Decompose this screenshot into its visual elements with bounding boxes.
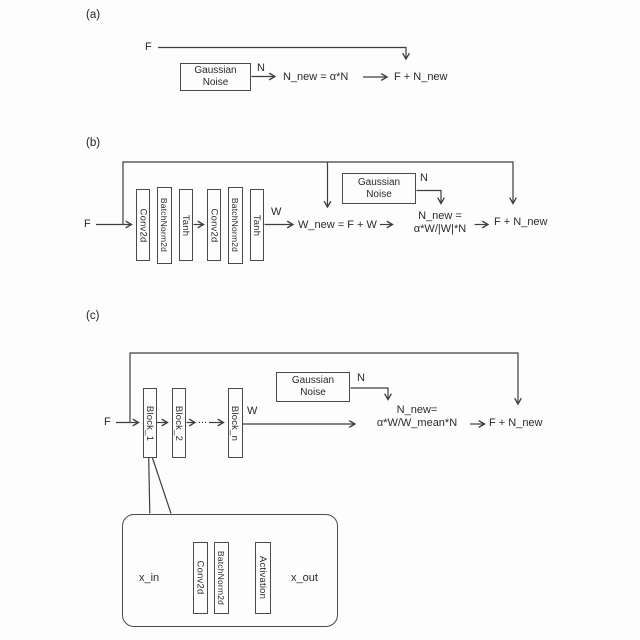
input-f-c: F xyxy=(104,416,111,428)
gaussian-noise-box-b-line2: Noise xyxy=(366,188,392,200)
layer-box-batchnorm-1-b xyxy=(157,187,172,264)
detail-box-activation xyxy=(255,542,271,614)
layer-box-tanh-2-b xyxy=(250,189,265,261)
noise-n-label-b: N xyxy=(420,172,428,184)
noise-n-label-a: N xyxy=(257,62,265,74)
layer-label: BatchNorm2d xyxy=(159,197,170,253)
gaussian-noise-box-c xyxy=(276,372,350,402)
layer-label: Tanh xyxy=(251,214,263,236)
callout-line-right xyxy=(153,458,172,514)
block-box-n-c xyxy=(228,388,243,458)
panel-c-label: (c) xyxy=(86,310,100,322)
block-detail-callout xyxy=(122,514,338,627)
detail-box-conv2d xyxy=(193,542,209,614)
layer-label: BatchNorm2d xyxy=(216,550,227,605)
xout-label: x_out xyxy=(291,571,318,584)
layer-box-conv2d-2-b xyxy=(207,189,222,261)
w-label-c: W xyxy=(247,405,258,417)
equation-nnew-c-line1: N_new= xyxy=(396,403,438,416)
layer-label: Tanh xyxy=(180,214,191,236)
callout-line-left xyxy=(149,458,150,514)
layer-label: BatchNorm2d xyxy=(230,197,241,253)
equation-nnew-c-line2: α*W/W_mean*N xyxy=(376,416,458,429)
output-a: F + N_new xyxy=(394,71,448,83)
gaussian-noise-box-c-line2: Noise xyxy=(300,387,326,398)
gaussian-noise-box-b xyxy=(342,173,416,204)
block-box-2-c xyxy=(172,388,187,458)
xin-label: x_in xyxy=(139,571,160,584)
equation-wnew-b: W_new = F + W xyxy=(298,218,377,231)
skip-line-a xyxy=(158,48,406,59)
detail-box-batchnorm xyxy=(214,542,229,614)
input-f-a: F xyxy=(145,41,152,53)
equation-nnew-b-line2: α*W/|W|*N xyxy=(413,223,467,235)
gaussian-noise-box-a xyxy=(180,63,251,91)
layer-label: Conv2d xyxy=(137,208,149,242)
w-label-b: W xyxy=(271,206,282,218)
noise-elbow-c xyxy=(351,388,389,399)
gaussian-noise-box-a-line1: Gaussian xyxy=(194,65,237,76)
equation-a: N_new = α*N xyxy=(283,71,349,83)
layer-box-conv2d-1-b xyxy=(136,189,151,261)
panel-b-label: (b) xyxy=(86,137,101,149)
layer-label: Conv2d xyxy=(194,560,206,595)
noise-elbow-b xyxy=(417,191,442,204)
gaussian-noise-box-c-line1: Gaussian xyxy=(291,375,335,386)
layer-label: Conv2d xyxy=(208,208,220,242)
dots-label-c: ... xyxy=(198,414,208,426)
panel-a-label: (a) xyxy=(86,9,101,21)
gaussian-noise-box-b-line1: Gaussian xyxy=(357,176,401,188)
gaussian-noise-box-a-line2: Noise xyxy=(202,77,229,88)
block-box-1-c xyxy=(143,388,157,458)
block-label: Block_2 xyxy=(173,405,185,441)
noise-n-label-c: N xyxy=(357,372,365,384)
equation-nnew-b-line1: N_new = xyxy=(418,210,462,222)
layer-box-tanh-1-b xyxy=(179,189,193,261)
equation-nnew-c xyxy=(367,404,467,430)
input-f-b: F xyxy=(84,218,91,230)
layer-box-batchnorm-2-b xyxy=(228,187,243,264)
layer-label: Activation xyxy=(257,556,269,600)
output-b: F + N_new xyxy=(494,216,548,228)
block-label: Block_1 xyxy=(144,405,156,441)
block-label: Block_n xyxy=(229,405,241,441)
output-c: F + N_new xyxy=(489,416,543,429)
equation-nnew-b xyxy=(405,210,475,236)
